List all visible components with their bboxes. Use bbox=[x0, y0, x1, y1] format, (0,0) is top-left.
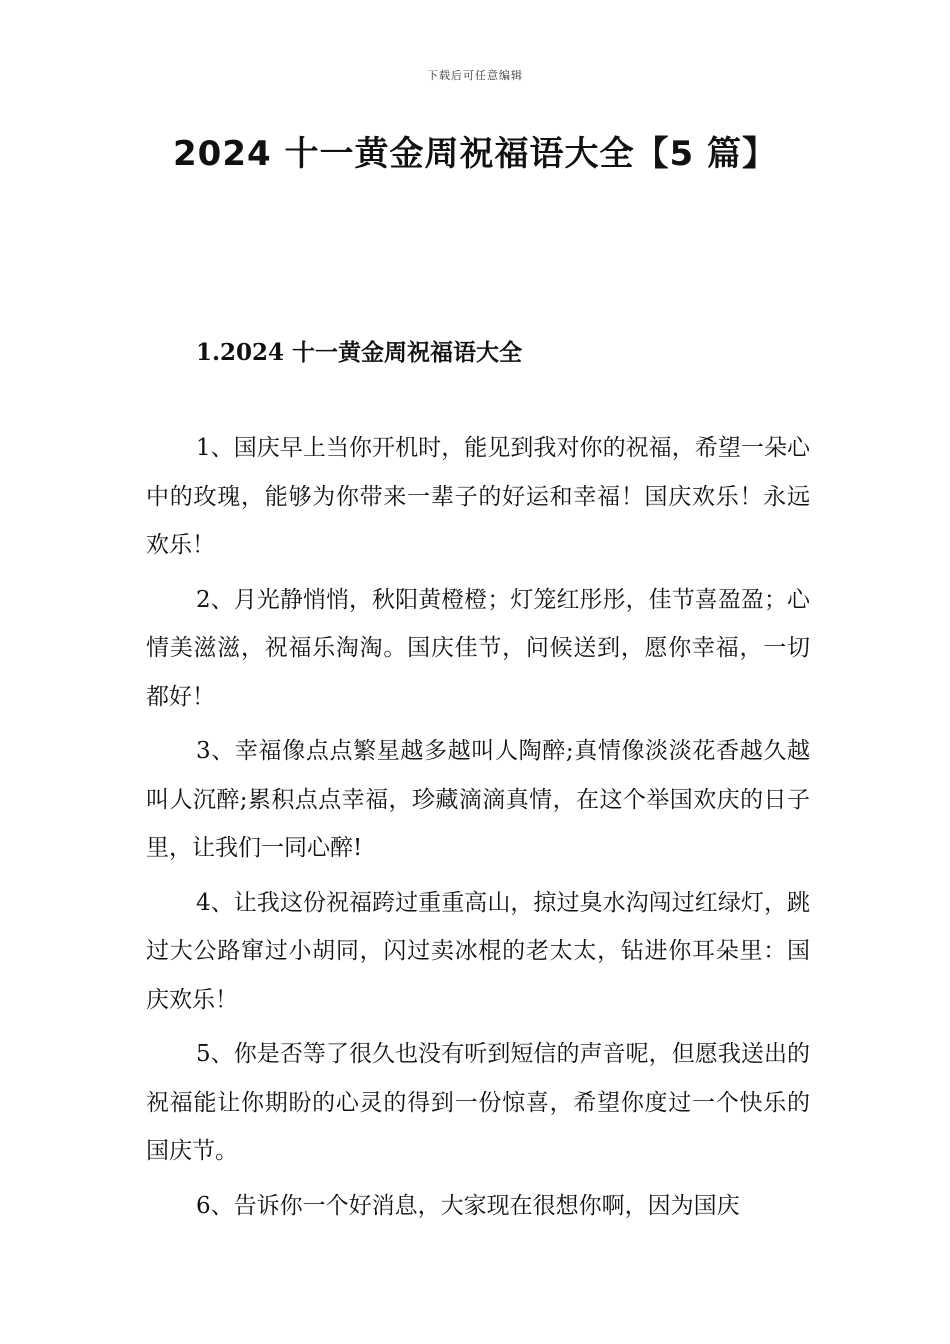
paragraph-1: 1、国庆早上当你开机时，能见到我对你的祝福，希望一朵心中的玫瑰，能够为你带来一辈子的好运和幸福！国庆欢乐！永远欢乐！ bbox=[146, 435, 810, 558]
paragraph-2: 2、月光静悄悄，秋阳黄橙橙；灯笼红彤彤，佳节喜盈盈；心情美滋滋，祝福乐淘淘。国庆佳节，问候送到，愿你幸福，一切都好！ bbox=[146, 586, 810, 710]
body-text bbox=[146, 424, 810, 1236]
paragraph-3: 3、幸福像点点繁星越多越叫人陶醉;真情像淡淡花香越久越叫人沉醉;累积点点幸福，珍藏滴滴真情，在这个举国欢庆的日子里，让我们一同心醉! bbox=[146, 738, 810, 861]
section-heading: 1.2024 十一黄金周祝福语大全 bbox=[196, 339, 523, 366]
paragraph-6: 6、告诉你一个好消息，大家现在很想你啊，因为国庆 bbox=[196, 1192, 740, 1219]
document-title: 2024 十一黄金周祝福语大全【5 篇】 bbox=[173, 134, 777, 174]
header-note: 下载后可任意编辑 bbox=[427, 69, 523, 82]
paragraph-5: 5、你是否等了很久也没有听到短信的声音呢，但愿我送出的祝福能让你期盼的心灵的得到一份惊喜，希望你度过一个快乐的国庆节。 bbox=[146, 1041, 810, 1164]
paragraph-4: 4、让我这份祝福跨过重重高山，掠过臭水沟闯过红绿灯，跳过大公路窜过小胡同，闪过卖冰棍的老太太，钻进你耳朵里：国庆欢乐！ bbox=[146, 889, 810, 1013]
